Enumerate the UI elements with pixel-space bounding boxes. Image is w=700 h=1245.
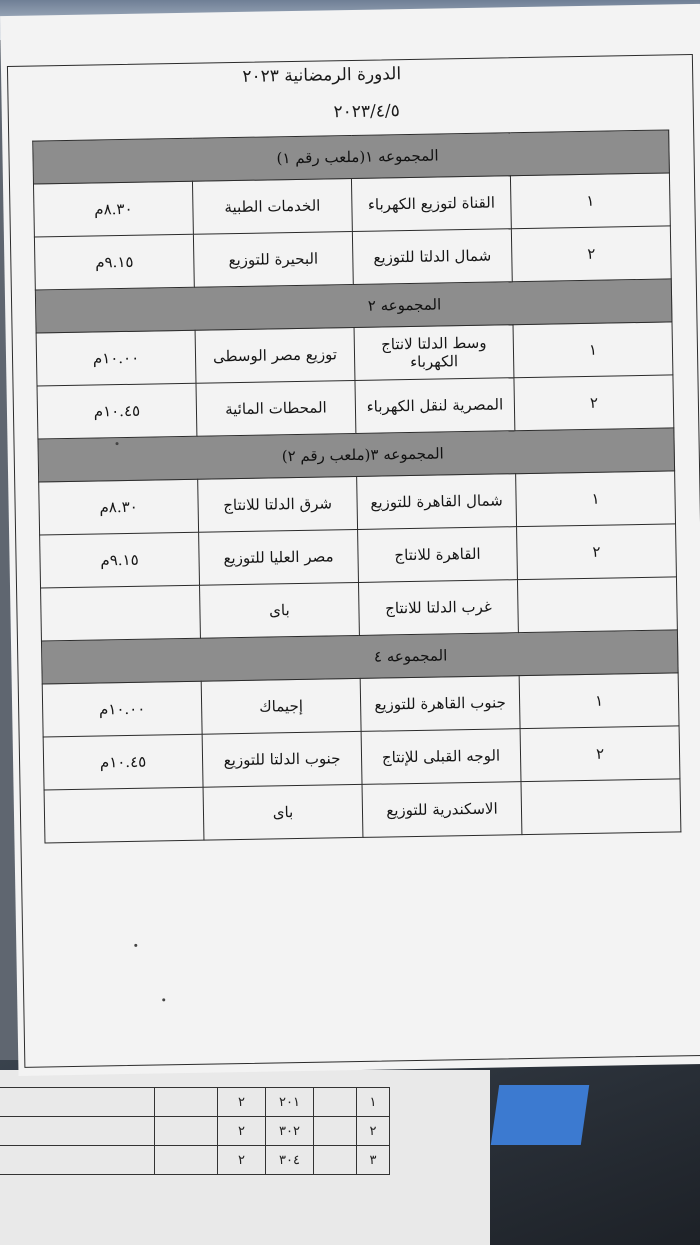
empty-cell [0,1117,155,1146]
table-row [0,1146,390,1175]
team-a: جنوب القاهرة للتوزيع [360,676,520,732]
team-b: توزيع مصر الوسطى [195,327,355,383]
row-number: ١ [357,1088,390,1117]
match-number: ١ [519,673,679,729]
match-time: ١٠.٤٥م [43,734,203,790]
empty-cell [314,1146,357,1175]
row-number: ٢ [357,1117,390,1146]
team-b: الخدمات الطبية [192,179,352,235]
document-title: الدورة الرمضانية ٢٠٢٣ [242,64,402,87]
empty-cell [314,1117,357,1146]
document-date: ٢٠٢٣/٤/٥ [333,101,400,123]
team-a: وسط الدلتا لانتاج الكهرباء [354,325,514,381]
match-time: ١٠.٠٠م [36,330,196,386]
match-time: ١٠.٠٠م [42,681,202,737]
group-title: المجموعه ٢ [35,279,672,333]
count-cell: ٢ [218,1117,266,1146]
table-row [0,1117,390,1146]
team-a: المصرية لنقل الكهرباء [355,378,515,434]
match-schedule-table [32,129,681,843]
empty-cell [0,1088,155,1117]
match-number: ٢ [517,524,677,580]
team-a: الوجه القبلى للإنتاج [361,729,521,785]
match-time: ٨.٣٠م [39,479,199,535]
match-number: ٢ [514,375,674,431]
match-number [517,577,677,633]
empty-cell [155,1088,218,1117]
team-b: إجيماك [201,678,361,734]
team-b: المحطات المائية [196,380,356,436]
team-b: باى [203,784,363,840]
team-a: شمال القاهرة للتوزيع [357,474,517,530]
match-row [44,779,681,843]
match-time: ٩.١٥م [40,532,200,588]
empty-cell [0,1146,155,1175]
row-number: ٣ [357,1146,390,1175]
team-b: جنوب الدلتا للتوزيع [202,731,362,787]
empty-cell [155,1117,218,1146]
team-b: مصر العليا للتوزيع [199,529,359,585]
match-number: ٢ [511,226,671,282]
match-number: ١ [510,173,670,229]
lower-sheet-table [0,1087,390,1175]
group-title: المجموعه ٣(ملعب رقم ٢) [38,428,675,482]
room-code: ٢٠١ [266,1088,314,1117]
paper-speck [116,442,119,445]
team-b: شرق الدلتا للانتاج [198,476,358,532]
count-cell: ٢ [218,1088,266,1117]
match-number [521,779,681,835]
paper-speck [162,998,165,1001]
paper-speck [134,944,137,947]
team-a: الاسكندرية للتوزيع [362,782,522,838]
empty-cell [155,1146,218,1175]
team-b: باى [200,582,360,638]
team-a: القاهرة للانتاج [358,527,518,583]
room-code: ٣٠٤ [266,1146,314,1175]
team-a: غرب الدلتا للانتاج [358,580,518,636]
group-title: المجموعه ١(ملعب رقم ١) [33,130,670,184]
team-b: البحيرة للتوزيع [193,231,353,287]
table-row [0,1088,390,1117]
team-a: شمال الدلتا للتوزيع [352,229,512,285]
match-number: ١ [513,322,673,378]
schedule-paper-sheet [0,4,700,1076]
match-time [41,585,201,641]
team-a: القناة لتوزيع الكهرباء [351,176,511,232]
blue-folder-tab [491,1085,589,1145]
match-time: ٩.١٥م [34,234,194,290]
match-number: ٢ [520,726,680,782]
room-code: ٣٠٢ [266,1117,314,1146]
empty-cell [314,1088,357,1117]
match-number: ١ [516,471,676,527]
match-time [44,787,204,843]
group-title: المجموعه ٤ [41,630,678,684]
match-time: ٨.٣٠م [33,181,193,237]
match-time: ١٠.٤٥م [37,383,197,439]
count-cell: ٢ [218,1146,266,1175]
